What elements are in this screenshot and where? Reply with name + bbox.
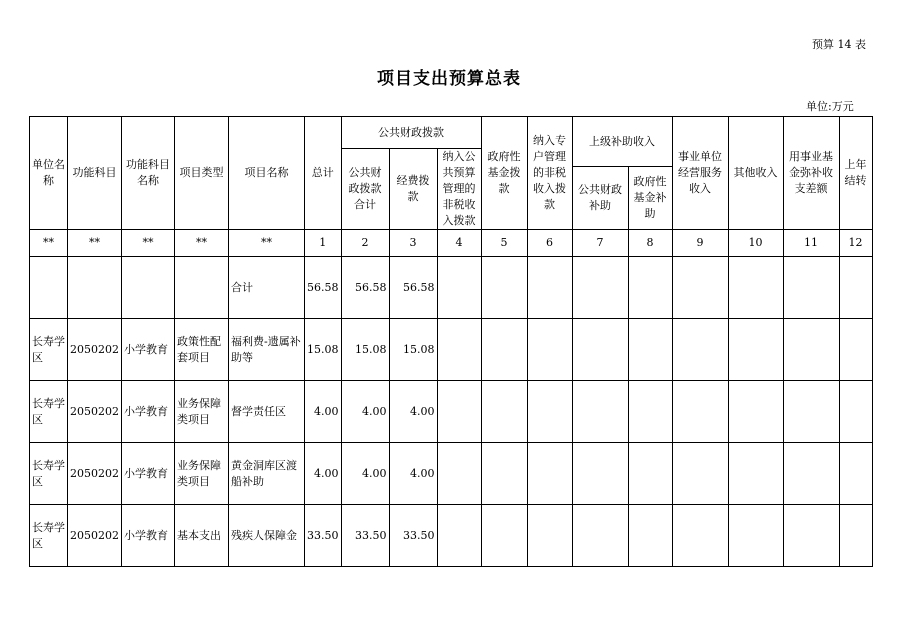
cell-upper-gov-fund bbox=[628, 443, 672, 505]
table-row bbox=[30, 381, 873, 443]
cell-upper-public-finance bbox=[572, 319, 628, 381]
code-cell: ** bbox=[68, 230, 122, 257]
cell-project-type: 基本支出 bbox=[175, 505, 229, 567]
cell-gov-fund bbox=[481, 443, 527, 505]
cell-project-type: 业务保障类项目 bbox=[175, 443, 229, 505]
cell-other-income bbox=[728, 319, 783, 381]
code-cell: 1 bbox=[305, 230, 342, 257]
code-cell: ** bbox=[229, 230, 305, 257]
cell-business-income bbox=[672, 319, 728, 381]
code-row bbox=[30, 230, 873, 257]
cell-project-name: 福利费-遗属补助等 bbox=[229, 319, 305, 381]
header-project-type: 项目类型 bbox=[175, 117, 229, 230]
cell-carryover bbox=[839, 381, 872, 443]
cell-total: 4.00 bbox=[305, 381, 342, 443]
code-cell: 2 bbox=[341, 230, 389, 257]
header-nontax-in-budget: 纳入公共预算管理的非税收入拨款 bbox=[437, 149, 481, 230]
cell-carryover bbox=[839, 505, 872, 567]
cell-public-finance-total: 56.58 bbox=[341, 257, 389, 319]
code-cell: 8 bbox=[628, 230, 672, 257]
cell-public-finance-total: 33.50 bbox=[341, 505, 389, 567]
cell-total: 33.50 bbox=[305, 505, 342, 567]
cell-upper-gov-fund bbox=[628, 505, 672, 567]
cell-func-subject-name: 小学教育 bbox=[122, 505, 175, 567]
table-row bbox=[30, 443, 873, 505]
code-cell: 10 bbox=[728, 230, 783, 257]
header-func-subject: 功能科目 bbox=[68, 117, 122, 230]
code-cell: ** bbox=[175, 230, 229, 257]
cell-upper-gov-fund bbox=[628, 381, 672, 443]
cell-upper-public-finance bbox=[572, 257, 628, 319]
page-title: 项目支出预算总表 bbox=[377, 69, 521, 89]
cell-unit-name bbox=[30, 257, 68, 319]
header-unit-name: 单位名称 bbox=[30, 117, 68, 230]
cell-public-finance-total: 4.00 bbox=[341, 381, 389, 443]
cell-special-nontax bbox=[527, 505, 572, 567]
cell-reserve-fund bbox=[783, 257, 839, 319]
cell-project-name: 黄金洞库区渡船补助 bbox=[229, 443, 305, 505]
cell-public-finance-total: 4.00 bbox=[341, 443, 389, 505]
header-gov-fund: 政府性基金拨款 bbox=[481, 117, 527, 230]
cell-func-subject: 2050202 bbox=[68, 505, 122, 567]
cell-unit-name: 长寿学区 bbox=[30, 381, 68, 443]
header-upper-subsidy: 上级补助收入 bbox=[572, 117, 672, 167]
cell-other-income bbox=[728, 381, 783, 443]
table-row bbox=[30, 505, 873, 567]
cell-carryover bbox=[839, 443, 872, 505]
cell-nontax-in-budget bbox=[437, 443, 481, 505]
header-reserve-fund: 用事业基金弥补收支差额 bbox=[783, 117, 839, 230]
cell-business-income bbox=[672, 505, 728, 567]
cell-reserve-fund bbox=[783, 381, 839, 443]
cell-fund-appropriation: 4.00 bbox=[389, 443, 437, 505]
cell-nontax-in-budget bbox=[437, 257, 481, 319]
header-project-name: 项目名称 bbox=[229, 117, 305, 230]
cell-fund-appropriation: 15.08 bbox=[389, 319, 437, 381]
cell-func-subject: 2050202 bbox=[68, 381, 122, 443]
cell-unit-name: 长寿学区 bbox=[30, 505, 68, 567]
cell-business-income bbox=[672, 381, 728, 443]
cell-reserve-fund bbox=[783, 319, 839, 381]
cell-upper-gov-fund bbox=[628, 319, 672, 381]
header-fund-appropriation: 经费拨款 bbox=[389, 149, 437, 230]
cell-carryover bbox=[839, 257, 872, 319]
cell-other-income bbox=[728, 505, 783, 567]
code-cell: 4 bbox=[437, 230, 481, 257]
header-upper-public-finance: 公共财政补助 bbox=[572, 167, 628, 230]
cell-upper-public-finance bbox=[572, 381, 628, 443]
header-special-nontax: 纳入专户管理的非税收入拨款 bbox=[527, 117, 572, 230]
cell-special-nontax bbox=[527, 319, 572, 381]
code-cell: 11 bbox=[783, 230, 839, 257]
cell-upper-public-finance bbox=[572, 443, 628, 505]
cell-nontax-in-budget bbox=[437, 505, 481, 567]
header-upper-gov-fund: 政府性基金补助 bbox=[628, 167, 672, 230]
cell-upper-public-finance bbox=[572, 505, 628, 567]
header-public-finance: 公共财政拨款 bbox=[341, 117, 481, 149]
cell-func-subject-name bbox=[122, 257, 175, 319]
cell-total: 4.00 bbox=[305, 443, 342, 505]
budget-table bbox=[29, 116, 873, 567]
cell-upper-gov-fund bbox=[628, 257, 672, 319]
cell-project-name: 残疾人保障金 bbox=[229, 505, 305, 567]
cell-total: 15.08 bbox=[305, 319, 342, 381]
header-carryover: 上年结转 bbox=[839, 117, 872, 230]
cell-gov-fund bbox=[481, 319, 527, 381]
header-func-subject-name: 功能科目名称 bbox=[122, 117, 175, 230]
code-cell: 3 bbox=[389, 230, 437, 257]
header-total: 总计 bbox=[305, 117, 342, 230]
cell-other-income bbox=[728, 257, 783, 319]
cell-fund-appropriation: 4.00 bbox=[389, 381, 437, 443]
cell-func-subject-name: 小学教育 bbox=[122, 381, 175, 443]
table-row bbox=[30, 319, 873, 381]
cell-func-subject bbox=[68, 257, 122, 319]
cell-project-name: 督学责任区 bbox=[229, 381, 305, 443]
header-other-income: 其他收入 bbox=[728, 117, 783, 230]
cell-gov-fund bbox=[481, 505, 527, 567]
cell-business-income bbox=[672, 257, 728, 319]
cell-reserve-fund bbox=[783, 505, 839, 567]
cell-unit-name: 长寿学区 bbox=[30, 319, 68, 381]
cell-carryover bbox=[839, 319, 872, 381]
header-public-finance-total: 公共财政拨款合计 bbox=[341, 149, 389, 230]
cell-gov-fund bbox=[481, 381, 527, 443]
cell-project-type: 业务保障类项目 bbox=[175, 381, 229, 443]
cell-nontax-in-budget bbox=[437, 381, 481, 443]
cell-func-subject-name: 小学教育 bbox=[122, 443, 175, 505]
cell-total: 56.58 bbox=[305, 257, 342, 319]
code-cell: 12 bbox=[839, 230, 872, 257]
code-cell: ** bbox=[122, 230, 175, 257]
cell-special-nontax bbox=[527, 381, 572, 443]
cell-fund-appropriation: 33.50 bbox=[389, 505, 437, 567]
cell-unit-name: 长寿学区 bbox=[30, 443, 68, 505]
table-number: 预算 14 表 bbox=[812, 38, 866, 51]
cell-gov-fund bbox=[481, 257, 527, 319]
header-business-income: 事业单位经营服务收入 bbox=[672, 117, 728, 230]
cell-project-type bbox=[175, 257, 229, 319]
cell-fund-appropriation: 56.58 bbox=[389, 257, 437, 319]
table-row bbox=[30, 257, 873, 319]
cell-business-income bbox=[672, 443, 728, 505]
cell-other-income bbox=[728, 443, 783, 505]
unit-label: 单位:万元 bbox=[806, 100, 854, 113]
cell-project-type: 政策性配套项目 bbox=[175, 319, 229, 381]
cell-func-subject-name: 小学教育 bbox=[122, 319, 175, 381]
cell-special-nontax bbox=[527, 443, 572, 505]
cell-reserve-fund bbox=[783, 443, 839, 505]
cell-public-finance-total: 15.08 bbox=[341, 319, 389, 381]
cell-nontax-in-budget bbox=[437, 319, 481, 381]
cell-func-subject: 2050202 bbox=[68, 443, 122, 505]
cell-project-name: 合计 bbox=[229, 257, 305, 319]
cell-func-subject: 2050202 bbox=[68, 319, 122, 381]
code-cell: 7 bbox=[572, 230, 628, 257]
code-cell: ** bbox=[30, 230, 68, 257]
code-cell: 9 bbox=[672, 230, 728, 257]
cell-special-nontax bbox=[527, 257, 572, 319]
code-cell: 5 bbox=[481, 230, 527, 257]
code-cell: 6 bbox=[527, 230, 572, 257]
